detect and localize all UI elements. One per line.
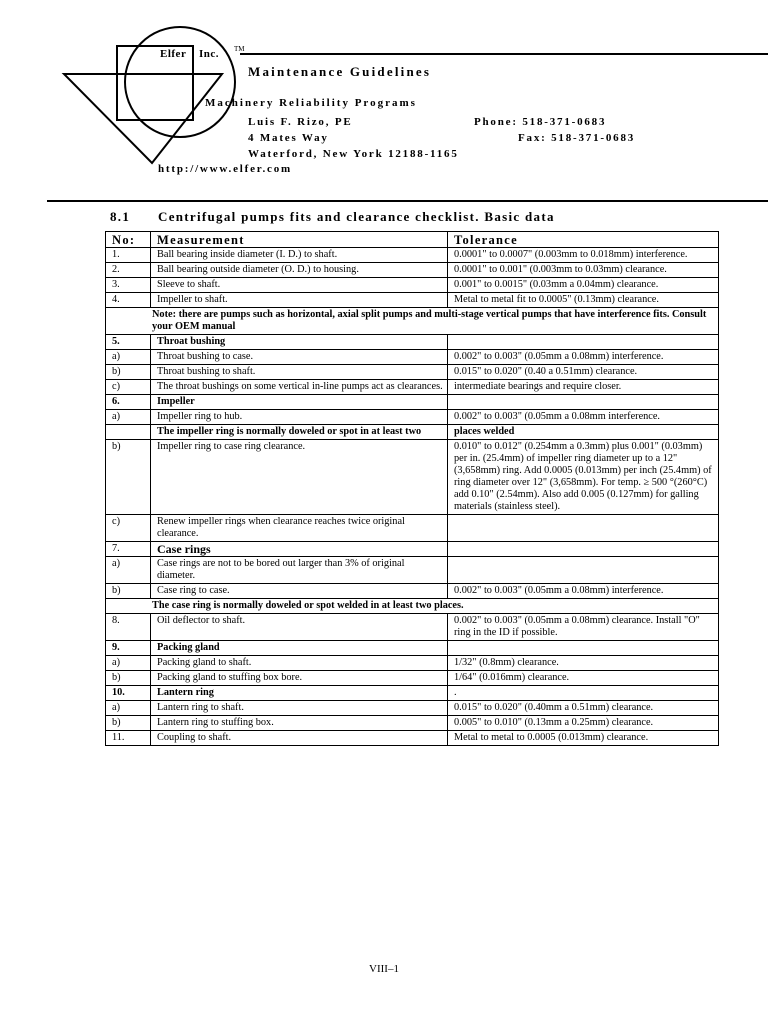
table-row [106, 293, 719, 308]
row-number: 8. [106, 614, 151, 641]
tolerance-cell: Metal to metal to 0.0005 (0.013mm) clearance. [448, 731, 719, 746]
company-suffix: Inc. [199, 48, 220, 60]
row-number: a) [106, 410, 151, 425]
tolerance-cell: intermediate bearings and require closer. [448, 380, 719, 395]
row-number: c) [106, 515, 151, 542]
header-no: No: [106, 232, 151, 248]
measurement-cell: Throat bushing to shaft. [151, 365, 448, 380]
section-divider [47, 200, 768, 202]
table-row [106, 686, 719, 701]
row-number: 7. [106, 542, 151, 557]
contact-name: Luis F. Rizo, PE [248, 116, 353, 128]
phone-number: Phone: 518-371-0683 [474, 116, 607, 128]
row-number: 10. [106, 686, 151, 701]
row-number: a) [106, 701, 151, 716]
tolerance-cell: 0.015" to 0.020" (0.40 a 0.51mm) clearance. [448, 365, 719, 380]
document-subtitle: Machinery Reliability Programs [205, 97, 417, 109]
table-row [106, 584, 719, 599]
trademark-mark: TM [234, 45, 245, 53]
measurement-cell: Throat bushing [151, 335, 448, 350]
row-number: 11. [106, 731, 151, 746]
section-number: 8.1 [110, 209, 131, 224]
header-measurement: Measurement [151, 232, 448, 248]
clearance-table [105, 231, 719, 746]
table-row [106, 395, 719, 410]
measurement-cell: Ball bearing inside diameter (I. D.) to shaft. [151, 248, 448, 263]
table-row [106, 278, 719, 293]
table-row [106, 425, 719, 440]
tolerance-cell: 0.015" to 0.020" (0.40mm a 0.51mm) clearance. [448, 701, 719, 716]
tolerance-cell [448, 335, 719, 350]
tolerance-cell [448, 542, 719, 557]
table-row [106, 716, 719, 731]
measurement-cell: Lantern ring to shaft. [151, 701, 448, 716]
tolerance-cell: 1/32" (0.8mm) clearance. [448, 656, 719, 671]
table-row [106, 410, 719, 425]
measurement-cell: Packing gland [151, 641, 448, 656]
table-note-row [106, 308, 719, 335]
note-text: Note: there are pumps such as horizontal, axial split pumps and multi-stage vertical pumps that have interference fits. Consult your OEM manual [106, 308, 719, 335]
row-number: 9. [106, 641, 151, 656]
table-header-row [106, 232, 719, 248]
header-tolerance: Tolerance [448, 232, 719, 248]
table-row [106, 263, 719, 278]
tolerance-cell: 0.001" to 0.0015" (0.03mm a 0.04mm) clearance. [448, 278, 719, 293]
tolerance-cell [448, 641, 719, 656]
row-number: 2. [106, 263, 151, 278]
tolerance-cell: 0.010" to 0.012" (0.254mm a 0.3mm) plus 0.001" (0.03mm) per in. (25.4mm) of impeller ring diameter up to a 12" (3,658mm) ring. Add 0.0005 (0.013mm) per inch (25.4mm) of ring diameter over 12" (3,658mm). For temp. ≥ 500 °(260°C) add 0.10" (2.54mm). Also add 0.005 (0.127mm) for galling materials (stainless steel). [448, 440, 719, 515]
measurement-cell: Ball bearing outside diameter (O. D.) to housing. [151, 263, 448, 278]
document-title: Maintenance Guidelines [248, 64, 432, 79]
measurement-cell: Impeller to shaft. [151, 293, 448, 308]
measurement-cell: Coupling to shaft. [151, 731, 448, 746]
measurement-cell: Oil deflector to shaft. [151, 614, 448, 641]
measurement-cell: Case rings [151, 542, 448, 557]
row-number: a) [106, 656, 151, 671]
row-number [106, 425, 151, 440]
measurement-cell: Case rings are not to be bored out larger than 3% of original diameter. [151, 557, 448, 584]
row-number: 1. [106, 248, 151, 263]
section-heading [110, 209, 555, 225]
table-row [106, 641, 719, 656]
page-number: VIII–1 [369, 963, 399, 975]
table-row [106, 515, 719, 542]
address-line-1: 4 Mates Way [248, 132, 329, 144]
address-line-2: Waterford, New York 12188-1165 [248, 148, 459, 160]
tolerance-cell: places welded [448, 425, 719, 440]
row-number: 5. [106, 335, 151, 350]
row-number: a) [106, 350, 151, 365]
table-row [106, 731, 719, 746]
measurement-cell: Impeller [151, 395, 448, 410]
measurement-cell: Case ring to case. [151, 584, 448, 599]
table-row [106, 380, 719, 395]
table-row [106, 557, 719, 584]
measurement-cell: Lantern ring [151, 686, 448, 701]
row-number: a) [106, 557, 151, 584]
fax-number: Fax: 518-371-0683 [518, 132, 636, 144]
table-note-row [106, 599, 719, 614]
tolerance-cell [448, 515, 719, 542]
row-number: b) [106, 365, 151, 380]
note-text: The case ring is normally doweled or spot welded in at least two places. [106, 599, 719, 614]
table-row [106, 440, 719, 515]
measurement-cell: Impeller ring to hub. [151, 410, 448, 425]
tolerance-cell: 0.005" to 0.010" (0.13mm a 0.25mm) clearance. [448, 716, 719, 731]
row-number: b) [106, 584, 151, 599]
measurement-cell: Throat bushing to case. [151, 350, 448, 365]
measurement-cell: Sleeve to shaft. [151, 278, 448, 293]
tolerance-cell: 0.002" to 0.003" (0.05mm a 0.08mm) interference. [448, 584, 719, 599]
table-row [106, 335, 719, 350]
header-rule [240, 53, 768, 55]
tolerance-cell: 1/64" (0.016mm) clearance. [448, 671, 719, 686]
tolerance-cell [448, 395, 719, 410]
tolerance-cell: 0.002" to 0.003" (0.05mm a 0.08mm) clearance. Install "O" ring in the ID if possible. [448, 614, 719, 641]
table-row [106, 671, 719, 686]
measurement-cell: Packing gland to shaft. [151, 656, 448, 671]
table-row [106, 350, 719, 365]
section-title: Centrifugal pumps fits and clearance checklist. Basic data [158, 209, 555, 224]
company-name: Elfer [160, 48, 187, 60]
row-number: b) [106, 671, 151, 686]
tolerance-cell: . [448, 686, 719, 701]
measurement-cell: Packing gland to stuffing box bore. [151, 671, 448, 686]
table-row [106, 248, 719, 263]
row-number: b) [106, 716, 151, 731]
table-row [106, 656, 719, 671]
measurement-cell: Renew impeller rings when clearance reaches twice original clearance. [151, 515, 448, 542]
website-link[interactable]: http://www.elfer.com [158, 163, 292, 175]
tolerance-cell: 0.002" to 0.003" (0.05mm a 0.08mm) interference. [448, 350, 719, 365]
table-row [106, 365, 719, 380]
tolerance-cell [448, 557, 719, 584]
measurement-cell: The impeller ring is normally doweled or spot in at least two [151, 425, 448, 440]
row-number: 6. [106, 395, 151, 410]
measurement-cell: Impeller ring to case ring clearance. [151, 440, 448, 515]
table-row [106, 542, 719, 557]
tolerance-cell: 0.0001" to 0.0007" (0.003mm to 0.018mm) interference. [448, 248, 719, 263]
row-number: b) [106, 440, 151, 515]
measurement-cell: Lantern ring to stuffing box. [151, 716, 448, 731]
tolerance-cell: Metal to metal fit to 0.0005" (0.13mm) clearance. [448, 293, 719, 308]
tolerance-cell: 0.002" to 0.003" (0.05mm a 0.08mm interference. [448, 410, 719, 425]
measurement-cell: The throat bushings on some vertical in-line pumps act as clearances. [151, 380, 448, 395]
row-number: 4. [106, 293, 151, 308]
row-number: 3. [106, 278, 151, 293]
row-number: c) [106, 380, 151, 395]
table-row [106, 701, 719, 716]
table-row [106, 614, 719, 641]
tolerance-cell: 0.0001" to 0.001" (0.003mm to 0.03mm) clearance. [448, 263, 719, 278]
